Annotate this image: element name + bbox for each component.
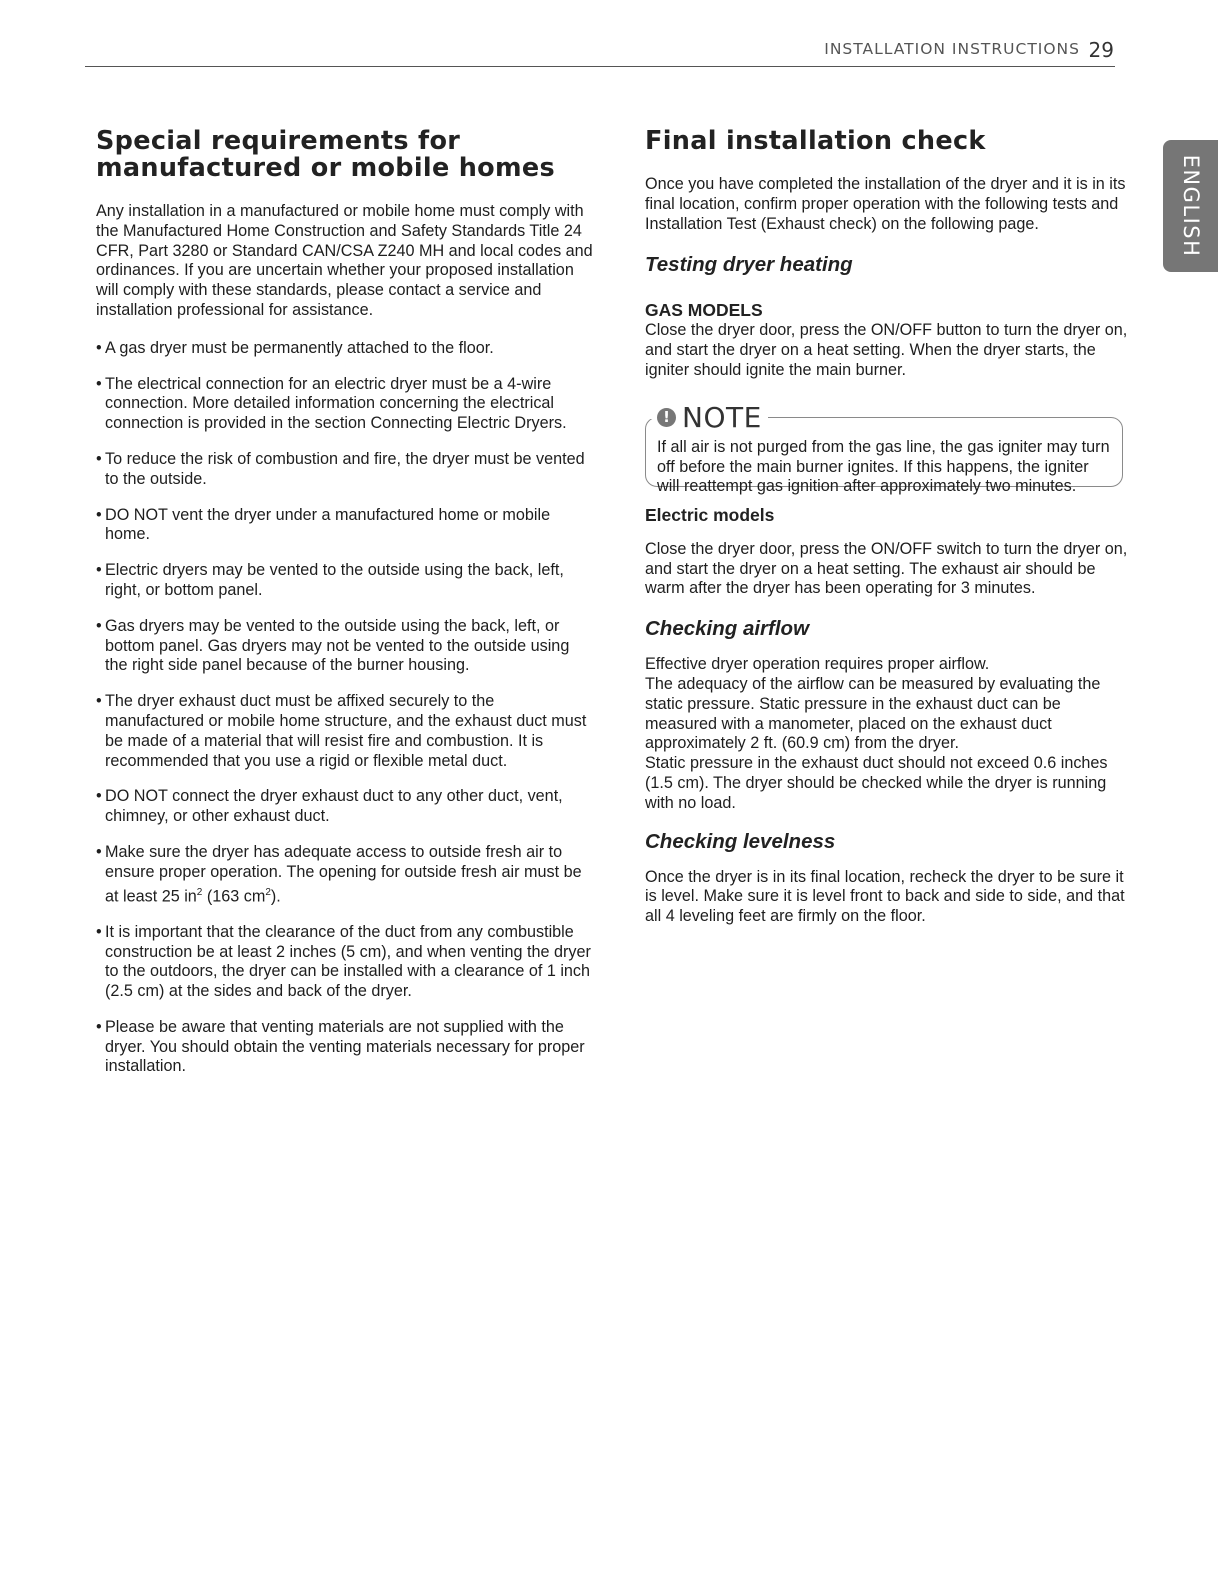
superscript: 2 <box>265 886 271 898</box>
fresh-air-text-end: ). <box>270 886 281 905</box>
electric-models-text: Close the dryer door, press the ON/OFF switch to turn the dryer on, and start the dryer on a heat setting. The exhaust air should be warm after the dryer has been operating for 3 minutes. <box>645 539 1128 598</box>
list-item: • DO NOT vent the dryer under a manufactured home or mobile home. <box>96 506 594 546</box>
note-text: If all air is not purged from the gas line, the gas igniter may turn off before the main burner ignites. If this happens, the igniter will reattempt gas ignition after approximately two minutes. <box>657 437 1110 496</box>
superscript: 2 <box>196 886 203 898</box>
list-item: • It is important that the clearance of the duct from any combustible construction be at least 2 inches (5 cm), and when venting the dryer to the outdoors, the dryer can be installed with a clearance of 1 inch (2.5 cm) at the sides and back of the dryer. <box>96 923 594 1002</box>
fresh-air-text-metric: (163 cm <box>202 886 266 905</box>
title-line-1: Special requirements for <box>96 126 461 156</box>
electric-models-heading: Electric models <box>645 504 775 525</box>
left-column <box>96 128 594 1077</box>
airflow-paragraph-1: Effective dryer operation requires proper airflow. <box>645 655 990 674</box>
list-item: • A gas dryer must be permanently attached to the floor. <box>96 339 594 359</box>
language-side-tab <box>1163 140 1218 272</box>
testing-heating-heading: Testing dryer heating <box>645 253 853 277</box>
levelness-text: Once the dryer is in its final location, recheck the dryer to be sure it is level. Make sure it is level front to back and side to side, and that all 4 leveling feet are firmly on the floor. <box>645 867 1125 926</box>
final-check-intro: Once you have completed the installation of the dryer and it is in its final location, confirm proper operation with the following tests and Installation Test (Exhaust check) on the following page. <box>645 175 1126 233</box>
fresh-air-text: Make sure the dryer has adequate access to outside fresh air to ensure proper operation. The opening for outside fresh air must be at least 25 in <box>105 842 582 905</box>
list-item: • Gas dryers may be vented to the outside using the back, left, or bottom panel. Gas dryers may not be vented to the outside using the right side panel because of the burner housing. <box>96 617 594 676</box>
airflow-paragraph-3: Static pressure in the exhaust duct should not exceed 0.6 inches (1.5 cm). The dryer should be checked while the dryer is running with no load. <box>645 754 1108 812</box>
note-header <box>657 401 768 435</box>
checking-levelness-heading: Checking levelness <box>645 829 836 853</box>
header-section-title: INSTALLATION INSTRUCTIONS <box>824 40 1080 58</box>
page-number: 29 <box>1088 38 1114 62</box>
list-item: • The dryer exhaust duct must be affixed securely to the manufactured or mobile home structure, and the exhaust duct must be made of a material that will resist fire and combustion. It is recommended that you use a rigid or flexible metal duct. <box>96 692 594 771</box>
gas-models-text: Close the dryer door, press the ON/OFF button to turn the dryer on, and start the dryer on a heat setting. When the dryer starts, the igniter should ignite the main burner. <box>645 321 1128 379</box>
list-item-fresh-air <box>96 843 594 907</box>
header-divider <box>85 66 1115 67</box>
list-item: • Please be aware that venting materials are not supplied with the dryer. You should obtain the venting materials necessary for proper installation. <box>96 1018 594 1077</box>
airflow-paragraph-2: The adequacy of the airflow can be measured by evaluating the static pressure. Static pressure in the exhaust duct can be measured with a manometer, placed on the exhaust duct approximately 2 ft. (60.9 cm) from the dryer. <box>645 674 1101 753</box>
requirements-list <box>96 339 594 1078</box>
exclamation-icon: ! <box>657 408 676 427</box>
section-title-final-check: Final installation check <box>645 126 986 156</box>
list-item: • DO NOT connect the dryer exhaust duct to any other duct, vent, chimney, or other exhaust duct. <box>96 787 594 827</box>
checking-airflow-heading: Checking airflow <box>645 617 810 641</box>
list-item: • To reduce the risk of combustion and fire, the dryer must be vented to the outside. <box>96 450 594 490</box>
list-item: • Electric dryers may be vented to the outside using the back, left, right, or bottom panel. <box>96 561 594 601</box>
language-side-tab-label: ENGLISH <box>1178 154 1203 258</box>
title-line-2: manufactured or mobile homes <box>96 153 555 183</box>
note-border-gap <box>643 411 657 419</box>
note-title: NOTE <box>682 400 762 434</box>
list-item: • The electrical connection for an electric dryer must be a 4-wire connection. More detailed information concerning the electrical connection is provided in the section Connecting Electric Dryers. <box>96 375 594 434</box>
mobile-homes-intro: Any installation in a manufactured or mobile home must comply with the Manufactured Home Construction and Safety Standards Title 24 CFR, Part 3280 or Standard CAN/CSA Z240 MH and local codes and ordinances. If you are uncertain whether your proposed installation will comply with these standards, please contact a service and installation professional for assistance. <box>96 202 593 319</box>
gas-models-heading: GAS MODELS <box>645 300 763 321</box>
section-title-mobile-homes <box>96 128 594 182</box>
note-box <box>645 400 1123 496</box>
right-column <box>645 128 1135 927</box>
